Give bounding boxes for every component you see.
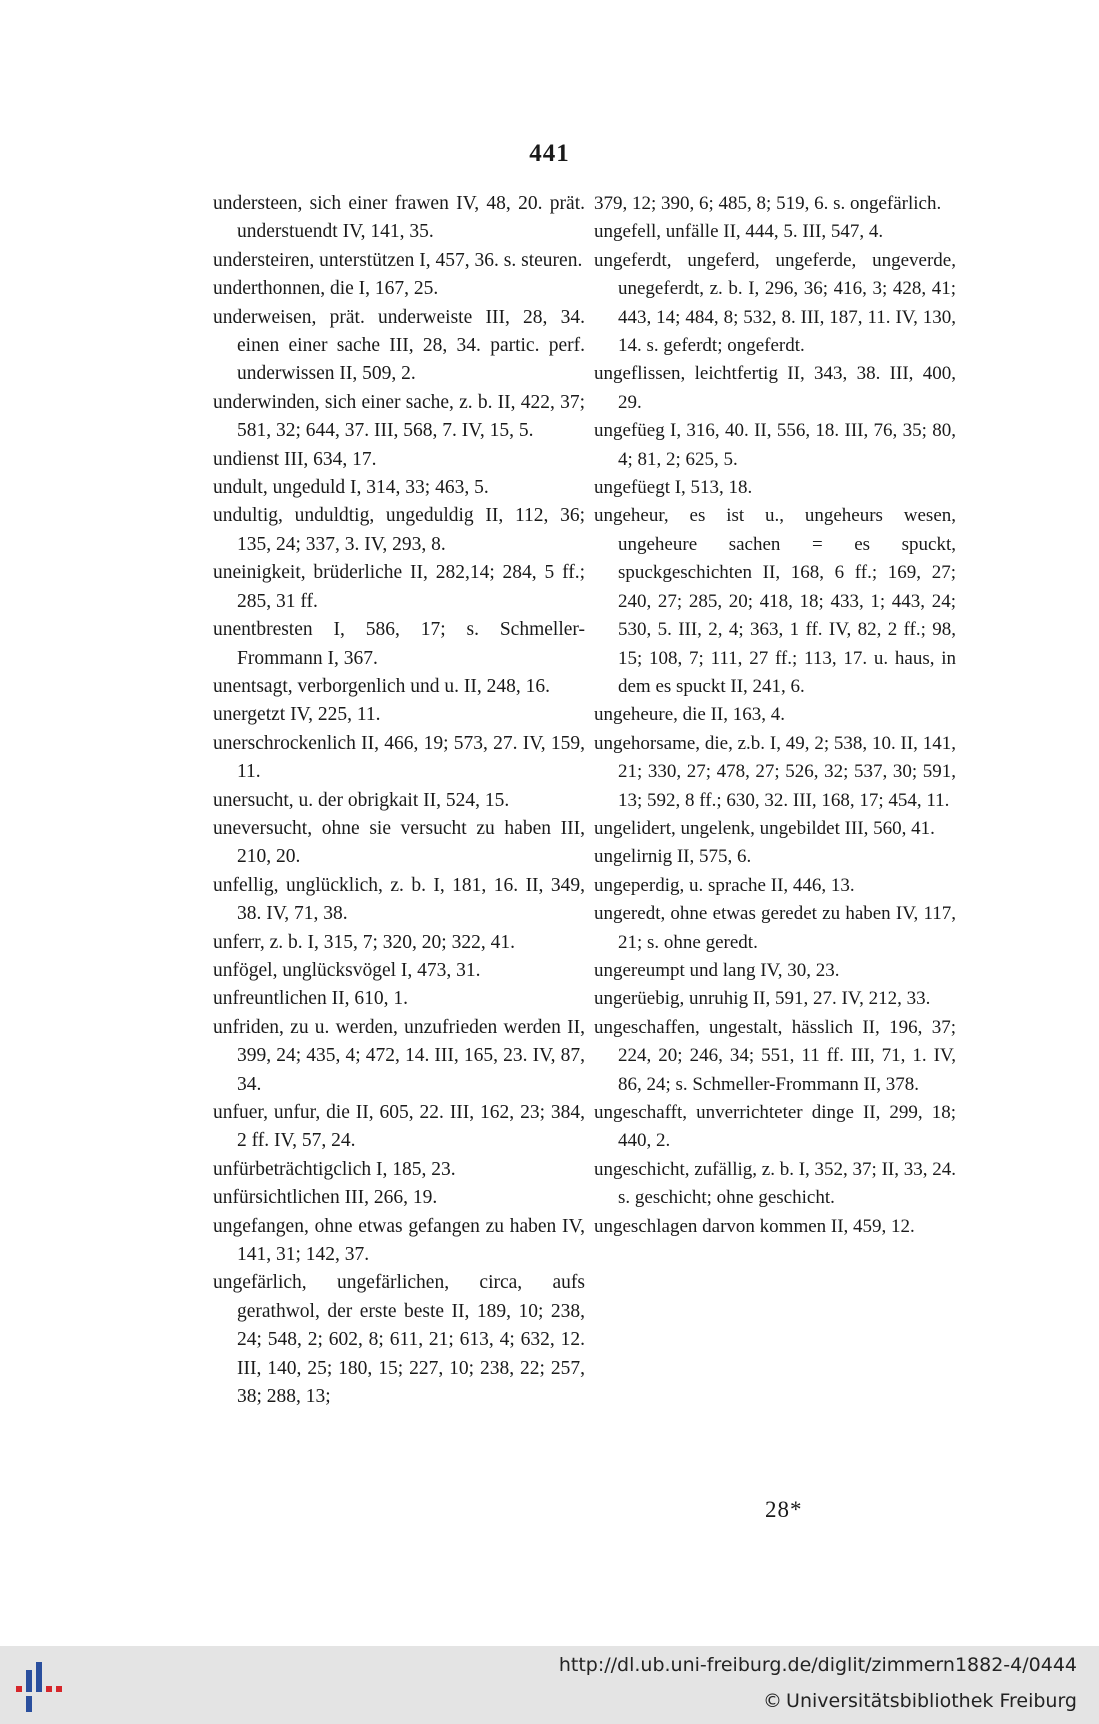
copyright-symbol: © bbox=[763, 1690, 783, 1712]
index-entry: ungeschaffen, ungestalt, hässlich II, 196, 37; 224, 20; 246, 34; 551, 11 ff. III, 71, 1. IV, 86, 24; s. Schmeller-Frommann II, 378. bbox=[594, 1016, 956, 1095]
signature-mark: 28* bbox=[765, 1497, 803, 1522]
index-entry: underweisen, prät. underweiste III, 28, 34. einen einer sache III, 28, 34. partic. perf. underwissen II, 509, 2. bbox=[213, 306, 585, 385]
index-entry: ungefärlich, ungefärlichen, circa, aufs gerathwol, der erste beste II, 189, 10; 238, 24; 548, 2; 602, 8; 611, 21; 613, 4; 632, 12. III, 140, 25; 180, 15; 227, 10; 238, 22; 257, 38; 288, 13; bbox=[213, 1272, 585, 1408]
copyright-notice bbox=[763, 1690, 1077, 1712]
right-column bbox=[594, 190, 956, 1241]
index-entry: ungeferdt, ungeferd, ungeferde, ungeverde, unegeferdt, z. b. I, 296, 36; 416, 3; 428, 41; 443, 14; 484, 8; 532, 8. III, 187, 11. IV, 130, 14. s. geferdt; ongeferdt. bbox=[594, 249, 956, 357]
index-entry: unerschrockenlich II, 466, 19; 573, 27. IV, 159, 11. bbox=[213, 732, 585, 783]
index-entry: ungelirnig II, 575, 6. bbox=[594, 846, 752, 868]
footer-bar bbox=[0, 1646, 1099, 1724]
index-entry: unersucht, u. der obrigkait II, 524, 15. bbox=[213, 789, 510, 811]
left-column bbox=[213, 190, 585, 1411]
index-entry: unfriden, zu u. werden, unzufrieden werden II, 399, 24; 435, 4; 472, 14. III, 165, 23. IV, 87, 34. bbox=[213, 1016, 585, 1095]
index-entry: ungefüegt I, 513, 18. bbox=[594, 477, 753, 499]
index-entry: ungeheure, die II, 163, 4. bbox=[594, 704, 785, 726]
index-entry: underthonnen, die I, 167, 25. bbox=[213, 278, 439, 300]
index-entry: unfürsichtlichen III, 266, 19. bbox=[213, 1187, 438, 1209]
index-entry: unfellig, unglücklich, z. b. I, 181, 16. II, 349, 38. IV, 71, 38. bbox=[213, 874, 585, 925]
index-entry: unferr, z. b. I, 315, 7; 320, 20; 322, 41. bbox=[213, 931, 515, 953]
index-entry: ungeredt, ohne etwas geredet zu haben IV, 117, 21; s. ohne geredt. bbox=[594, 903, 956, 953]
index-entry: ungehorsame, die, z.b. I, 49, 2; 538, 10. II, 141, 21; 330, 27; 478, 27; 526, 32; 537, 30; 591, 13; 592, 8 ff.; 630, 32. III, 168, 17; 454, 11. bbox=[594, 732, 956, 811]
index-entry: ungeperdig, u. sprache II, 446, 13. bbox=[594, 874, 855, 896]
index-entry: undultig, unduldtig, ungeduldig II, 112, 36; 135, 24; 337, 3. IV, 293, 8. bbox=[213, 505, 585, 555]
index-entry: 379, 12; 390, 6; 485, 8; 519, 6. s. ongefärlich. bbox=[594, 193, 942, 214]
index-entry: ungefüeg I, 316, 40. II, 556, 18. III, 76, 35; 80, 4; 81, 2; 625, 5. bbox=[594, 420, 956, 470]
index-entry: unfuer, unfur, die II, 605, 22. III, 162, 23; 384, 2 ff. IV, 57, 24. bbox=[213, 1102, 585, 1152]
index-entry: unfreuntlichen II, 610, 1. bbox=[213, 988, 408, 1010]
index-entry: uneversucht, ohne sie versucht zu haben III, 210, 20. bbox=[213, 817, 585, 868]
index-entry: unentsagt, verborgenlich und u. II, 248, 16. bbox=[213, 675, 551, 697]
index-entry: ungerüebig, unruhig II, 591, 27. IV, 212, 33. bbox=[594, 988, 931, 1010]
index-entry: unfögel, unglücksvögel I, 473, 31. bbox=[213, 959, 481, 981]
index-entry: ungereumpt und lang IV, 30, 23. bbox=[594, 959, 840, 981]
index-entry: ungefangen, ohne etwas gefangen zu haben IV, 141, 31; 142, 37. bbox=[213, 1215, 585, 1266]
ub-freiburg-logo-icon bbox=[14, 1658, 70, 1714]
index-entry: unfürbeträchtigclich I, 185, 23. bbox=[213, 1158, 456, 1180]
index-entry: uneinigkeit, brüderliche II, 282,14; 284, 5 ff.; 285, 31 ff. bbox=[213, 562, 585, 612]
index-entry: ungefell, unfälle II, 444, 5. III, 547, 4. bbox=[594, 221, 884, 243]
index-entry: ungeheur, es ist u., ungeheurs wesen, ungeheure sachen = es spuckt, spuckgeschichten II, 168, 6 ff.; 169, 27; 240, 27; 285, 20; 418, 18; 433, 1; 443, 24; 530, 5. III, 2, 4; 363, 1 ff. IV, 82, 2 ff.; 98, 15; 108, 7; 111, 27 ff.; 113, 17. u. haus, in dem es spuckt II, 241, 6. bbox=[594, 505, 956, 697]
page-number: 441 bbox=[529, 140, 570, 167]
index-entry: understeiren, unterstützen I, 457, 36. s. steuren. bbox=[213, 249, 583, 271]
index-entry: unergetzt IV, 225, 11. bbox=[213, 704, 381, 726]
index-entry: ungeflissen, leichtfertig II, 343, 38. III, 400, 29. bbox=[594, 363, 956, 413]
index-entry: underwinden, sich einer sache, z. b. II, 422, 37; 581, 32; 644, 37. III, 568, 7. IV, 15, 5. bbox=[213, 391, 585, 442]
index-entry: understeen, sich einer frawen IV, 48, 20. prät. understuendt IV, 141, 35. bbox=[213, 193, 585, 243]
index-entry: ungeschicht, zufällig, z. b. I, 352, 37; II, 33, 24. s. geschicht; ohne geschicht. bbox=[594, 1158, 956, 1209]
index-entry: ungeschlagen darvon kommen II, 459, 12. bbox=[594, 1215, 915, 1237]
index-entry: undienst III, 634, 17. bbox=[213, 448, 377, 470]
index-entry: ungelidert, ungelenk, ungebildet III, 560, 41. bbox=[594, 817, 935, 839]
source-url-link[interactable]: http://dl.ub.uni-freiburg.de/diglit/zimmern1882-4/0444 bbox=[558, 1654, 1077, 1676]
index-entry: undult, ungeduld I, 314, 33; 463, 5. bbox=[213, 477, 489, 499]
index-entry: ungeschafft, unverrichteter dinge II, 299, 18; 440, 2. bbox=[594, 1102, 956, 1152]
index-entry: unentbresten I, 586, 17; s. Schmeller-Frommann I, 367. bbox=[213, 619, 585, 669]
copyright-holder: Universitätsbibliothek Freiburg bbox=[786, 1690, 1077, 1712]
